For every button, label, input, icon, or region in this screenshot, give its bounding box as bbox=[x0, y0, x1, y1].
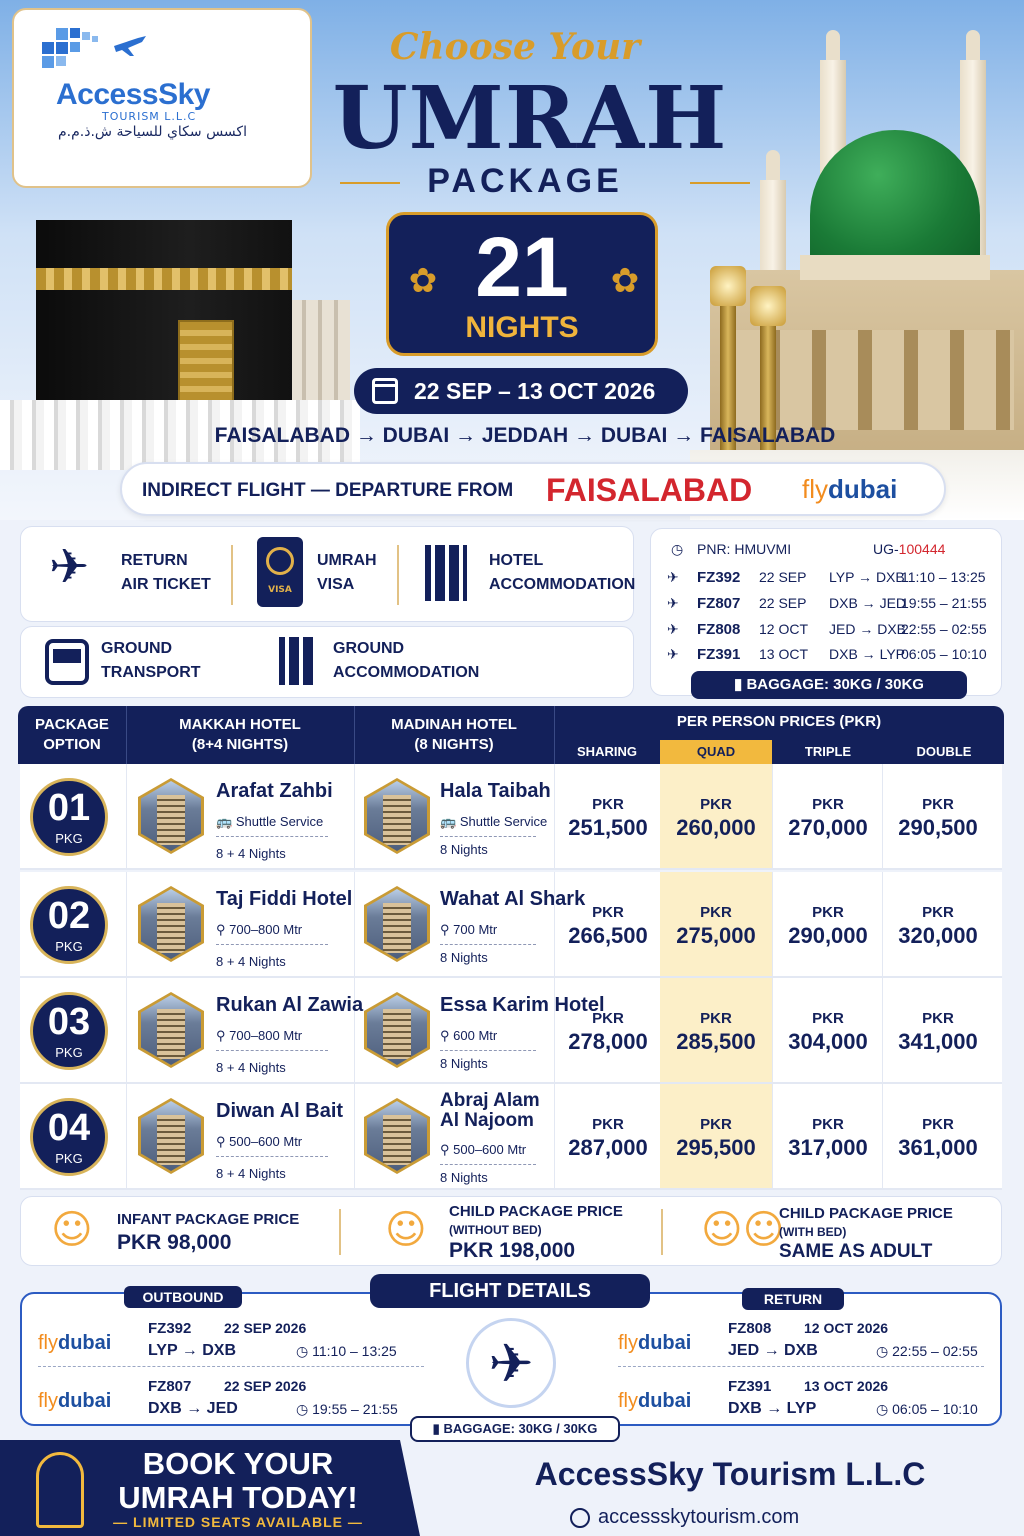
location-pin-icon: ⚲ bbox=[440, 922, 454, 937]
madinah-hotel-name: Hala Taibah bbox=[440, 780, 551, 802]
makkah-hotel-detail: 🚌 Shuttle Service bbox=[216, 814, 324, 829]
header-sharing: SHARING bbox=[577, 744, 637, 759]
child-no-bed-sub: (WITHOUT BED) bbox=[449, 1223, 542, 1237]
price-cell: PKR 285,500 bbox=[676, 1010, 756, 1054]
madinah-hotel-nights: 8 Nights bbox=[440, 1056, 488, 1071]
price-cell: PKR 287,000 bbox=[568, 1116, 648, 1160]
outbound-flight-2: flydubai FZ807 22 SEP 2026 DXB → JED ◷ 19:55 – 21:55 bbox=[38, 1378, 398, 1417]
choose-your-heading: Choose Your bbox=[389, 26, 641, 68]
makkah-hotel-name: Rukan Al Zawia bbox=[216, 994, 364, 1016]
price-cell: PKR 251,500 bbox=[568, 796, 648, 840]
madinah-hotel-name: Abraj Alam Al Najoom bbox=[440, 1090, 540, 1131]
header-triple: TRIPLE bbox=[804, 744, 852, 759]
madinah-hotel-nights: 8 Nights bbox=[440, 1170, 488, 1185]
header-madinah-hotel: MADINAH HOTEL (8 NIGHTS) bbox=[391, 716, 517, 753]
building-icon bbox=[279, 637, 315, 685]
inclusion-hotel: HOTEL ACCOMMODATION bbox=[489, 552, 636, 593]
price-cell: PKR 295,500 bbox=[676, 1116, 756, 1160]
inclusion-ground-transport: GROUND TRANSPORT bbox=[101, 640, 201, 681]
return-tag: RETURN bbox=[742, 1288, 844, 1310]
flydubai-logo: flydubai bbox=[38, 1332, 112, 1354]
family-icon: ☺☺ bbox=[701, 1207, 785, 1253]
price-cell: PKR 361,000 bbox=[898, 1116, 978, 1160]
makkah-hotel-nights: 8 + 4 Nights bbox=[216, 846, 286, 861]
table-row bbox=[20, 872, 1002, 978]
makkah-hotel-image bbox=[138, 992, 204, 1068]
location-pin-icon: ⚲ bbox=[216, 1028, 230, 1043]
makkah-hotel-detail: ⚲ 500–600 Mtr bbox=[216, 1134, 303, 1149]
makkah-hotel-image bbox=[138, 1098, 204, 1174]
makkah-hotel-name: Arafat Zahbi bbox=[216, 780, 333, 802]
calendar-icon bbox=[372, 378, 398, 404]
clock-icon: ◷ bbox=[876, 1401, 893, 1417]
flydubai-logo: flydubai bbox=[802, 474, 898, 504]
logo-pixel-icon bbox=[42, 28, 152, 78]
visa-icon: VISA bbox=[257, 537, 303, 607]
makkah-hotel-nights: 8 + 4 Nights bbox=[216, 954, 286, 969]
price-cell: PKR 270,000 bbox=[788, 796, 868, 840]
header-makkah-hotel: MAKKAH HOTEL (8+4 NIGHTS) bbox=[179, 716, 301, 753]
makkah-hotel-image bbox=[138, 778, 204, 854]
package-number-badge: 01 PKG bbox=[30, 778, 108, 856]
madinah-hotel-name: Wahat Al Shark bbox=[440, 888, 586, 910]
price-cell: PKR 266,500 bbox=[568, 904, 648, 948]
travel-dates-text: 22 SEP – 13 OCT 2026 bbox=[414, 377, 656, 404]
child-with-bed-sub: (WITH BED) bbox=[779, 1225, 847, 1239]
location-pin-icon: ⚲ bbox=[216, 922, 230, 937]
header-per-person-prices: PER PERSON PRICES (PKR) bbox=[676, 713, 882, 730]
madinah-hotel-detail: ⚲ 500–600 Mtr bbox=[440, 1142, 527, 1157]
child-with-bed-label: CHILD PACKAGE PRICE bbox=[779, 1205, 953, 1222]
airplane-icon: ✈ bbox=[667, 646, 679, 662]
inclusions-panel-2 bbox=[20, 626, 634, 698]
clock-icon: ◷ bbox=[671, 541, 684, 557]
airplane-icon: ✈ bbox=[667, 595, 679, 611]
nights-badge bbox=[386, 212, 658, 356]
header-quad: QUAD bbox=[660, 740, 772, 764]
ornament-flower-icon: ✿ bbox=[610, 261, 640, 301]
airplane-icon: ✈ bbox=[49, 539, 90, 595]
madinah-hotel-detail: 🚌 Shuttle Service bbox=[440, 814, 548, 829]
clock-icon: ◷ bbox=[876, 1343, 893, 1359]
departure-city: FAISALABAD bbox=[546, 472, 753, 508]
madinah-hotel-nights: 8 Nights bbox=[440, 842, 488, 857]
child-face-icon: ☺ bbox=[385, 1207, 427, 1253]
child-no-bed-price: PKR 198,000 bbox=[449, 1239, 576, 1262]
baggage-badge: ▮ BAGGAGE: 30KG / 30KG bbox=[410, 1416, 620, 1442]
airplane-icon: ✈ bbox=[667, 621, 679, 637]
book-line-2: UMRAH TODAY! bbox=[118, 1480, 358, 1515]
package-number-badge: 02 PKG bbox=[30, 886, 108, 964]
makkah-hotel-nights: 8 + 4 Nights bbox=[216, 1166, 286, 1181]
indirect-flight-text: INDIRECT FLIGHT — DEPARTURE FROM bbox=[142, 480, 514, 501]
madinah-hotel-image bbox=[364, 778, 430, 854]
makkah-hotel-detail: ⚲ 700–800 Mtr bbox=[216, 1028, 303, 1043]
baggage-badge: ▮ BAGGAGE: 30KG / 30KG bbox=[691, 671, 967, 699]
makkah-hotel-image bbox=[138, 886, 204, 962]
travel-dates bbox=[354, 368, 688, 414]
inclusion-air-ticket: RETURN AIR TICKET bbox=[121, 552, 211, 593]
route-summary: FAISALABAD → DUBAI → JEDDAH → DUBAI → FAISALABAD bbox=[214, 424, 836, 447]
flydubai-logo: flydubai bbox=[618, 1332, 692, 1354]
airplane-icon: ✈ bbox=[466, 1318, 556, 1408]
book-line-1: BOOK YOUR bbox=[142, 1446, 334, 1481]
ornament-flower-icon: ✿ bbox=[408, 261, 438, 301]
company-name: AccessSky Tourism L.L.C bbox=[534, 1456, 926, 1492]
table-row bbox=[20, 978, 1002, 1084]
luggage-icon: ▮ bbox=[432, 1421, 444, 1436]
bus-icon: 🚌 bbox=[216, 814, 236, 829]
infant-price: PKR 98,000 bbox=[117, 1231, 232, 1254]
package-heading: PACKAGE bbox=[427, 162, 623, 200]
nights-label: NIGHTS bbox=[465, 311, 579, 344]
makkah-hotel-name: Taj Fiddi Hotel bbox=[216, 888, 353, 910]
logo-subtitle: TOURISM L.L.C bbox=[102, 110, 197, 123]
company-logo-card bbox=[12, 8, 312, 188]
price-cell: PKR 278,000 bbox=[568, 1010, 648, 1054]
madinah-hotel-nights: 8 Nights bbox=[440, 950, 488, 965]
table-row bbox=[20, 764, 1002, 870]
bus-icon: 🚌 bbox=[440, 814, 460, 829]
location-pin-icon: ⚲ bbox=[440, 1142, 454, 1157]
return-flight-1: flydubai FZ808 12 OCT 2026 JED → DXB ◷ 22:55 – 02:55 bbox=[618, 1320, 978, 1359]
price-table-header bbox=[18, 706, 1004, 764]
umrah-heading: UMRAH bbox=[332, 68, 728, 169]
outbound-tag: OUTBOUND bbox=[124, 1286, 242, 1308]
table-row bbox=[20, 1084, 1002, 1190]
hotel-icon bbox=[425, 545, 467, 601]
price-cell: PKR 260,000 bbox=[676, 796, 756, 840]
makkah-hotel-detail: ⚲ 700–800 Mtr bbox=[216, 922, 303, 937]
flydubai-logo: flydubai bbox=[38, 1390, 112, 1412]
madinah-hotel-detail: ⚲ 600 Mtr bbox=[440, 1028, 498, 1043]
price-cell: PKR 320,000 bbox=[898, 904, 978, 948]
limited-seats: — LIMITED SEATS AVAILABLE — bbox=[113, 1514, 363, 1530]
logo-name: AccessSky bbox=[56, 78, 210, 111]
departure-banner bbox=[120, 462, 946, 516]
mosque-icon bbox=[36, 1452, 84, 1528]
madinah-hotel-name: Essa Karim Hotel bbox=[440, 994, 605, 1016]
package-number-badge: 03 PKG bbox=[30, 992, 108, 1070]
madinah-hotel-detail: ⚲ 700 Mtr bbox=[440, 922, 498, 937]
infant-label: INFANT PACKAGE PRICE bbox=[117, 1211, 300, 1228]
clock-icon: ◷ bbox=[296, 1343, 313, 1359]
header-double: DOUBLE bbox=[916, 744, 972, 759]
location-pin-icon: ⚲ bbox=[440, 1028, 454, 1043]
flight-details-title: FLIGHT DETAILS bbox=[370, 1274, 650, 1308]
globe-icon bbox=[570, 1508, 590, 1528]
price-cell: PKR 304,000 bbox=[788, 1010, 868, 1054]
makkah-hotel-nights: 8 + 4 Nights bbox=[216, 1060, 286, 1075]
price-cell: PKR 317,000 bbox=[788, 1116, 868, 1160]
return-flight-2: flydubai FZ391 13 OCT 2026 DXB → LYP ◷ 06:05 – 10:10 bbox=[618, 1378, 978, 1417]
nights-count: 21 bbox=[475, 220, 569, 314]
price-cell: PKR 290,500 bbox=[898, 796, 978, 840]
inclusion-ground-accommodation: GROUND ACCOMMODATION bbox=[333, 640, 480, 681]
luggage-icon: ▮ bbox=[734, 676, 747, 693]
inclusions-panel bbox=[20, 526, 634, 622]
baby-face-icon: ☺ bbox=[51, 1207, 93, 1253]
price-cell: PKR 275,000 bbox=[676, 904, 756, 948]
bus-icon bbox=[45, 639, 89, 685]
flydubai-logo: flydubai bbox=[618, 1390, 692, 1412]
pnr-panel: ◷ PNR: HMUVMI UG-100444 ✈ FZ392 22 SEP LYP → DXB 11:10 – 13:25 ✈ FZ807 22 SEP DXB → JED 19:55 – 21:55 ✈ FZ808 12 OCT JED → DXB 22:55 – 02:55 ✈ FZ391 13 OCT DXB → LYP 06:05 – 10:10 ▮ BAGGAGE: 30KG / 30KG bbox=[650, 528, 1002, 696]
price-cell: PKR 290,000 bbox=[788, 904, 868, 948]
website-link[interactable]: accessskytourism.com bbox=[570, 1506, 870, 1529]
child-no-bed-label: CHILD PACKAGE PRICE bbox=[449, 1203, 623, 1220]
header-package-option: PACKAGE OPTION bbox=[35, 716, 109, 753]
madinah-hotel-image bbox=[364, 992, 430, 1068]
location-pin-icon: ⚲ bbox=[216, 1134, 230, 1149]
outbound-flight-1: flydubai FZ392 22 SEP 2026 LYP → DXB ◷ 11:10 – 13:25 bbox=[38, 1320, 397, 1359]
madinah-hotel-image bbox=[364, 886, 430, 962]
inclusion-umrah-visa: UMRAH VISA bbox=[317, 552, 377, 593]
clock-icon: ◷ bbox=[296, 1401, 313, 1417]
logo-arabic-name: اكسس سكاي للسياحة ش.ذ.م.م bbox=[58, 124, 247, 140]
package-number-badge: 04 PKG bbox=[30, 1098, 108, 1176]
madinah-hotel-image bbox=[364, 1098, 430, 1174]
child-with-bed-price: SAME AS ADULT bbox=[779, 1241, 933, 1262]
price-cell: PKR 341,000 bbox=[898, 1010, 978, 1054]
airplane-icon: ✈ bbox=[667, 569, 679, 585]
child-pricing-panel bbox=[20, 1196, 1002, 1266]
ornament-line-right bbox=[690, 182, 750, 184]
makkah-hotel-name: Diwan Al Bait bbox=[216, 1100, 344, 1122]
